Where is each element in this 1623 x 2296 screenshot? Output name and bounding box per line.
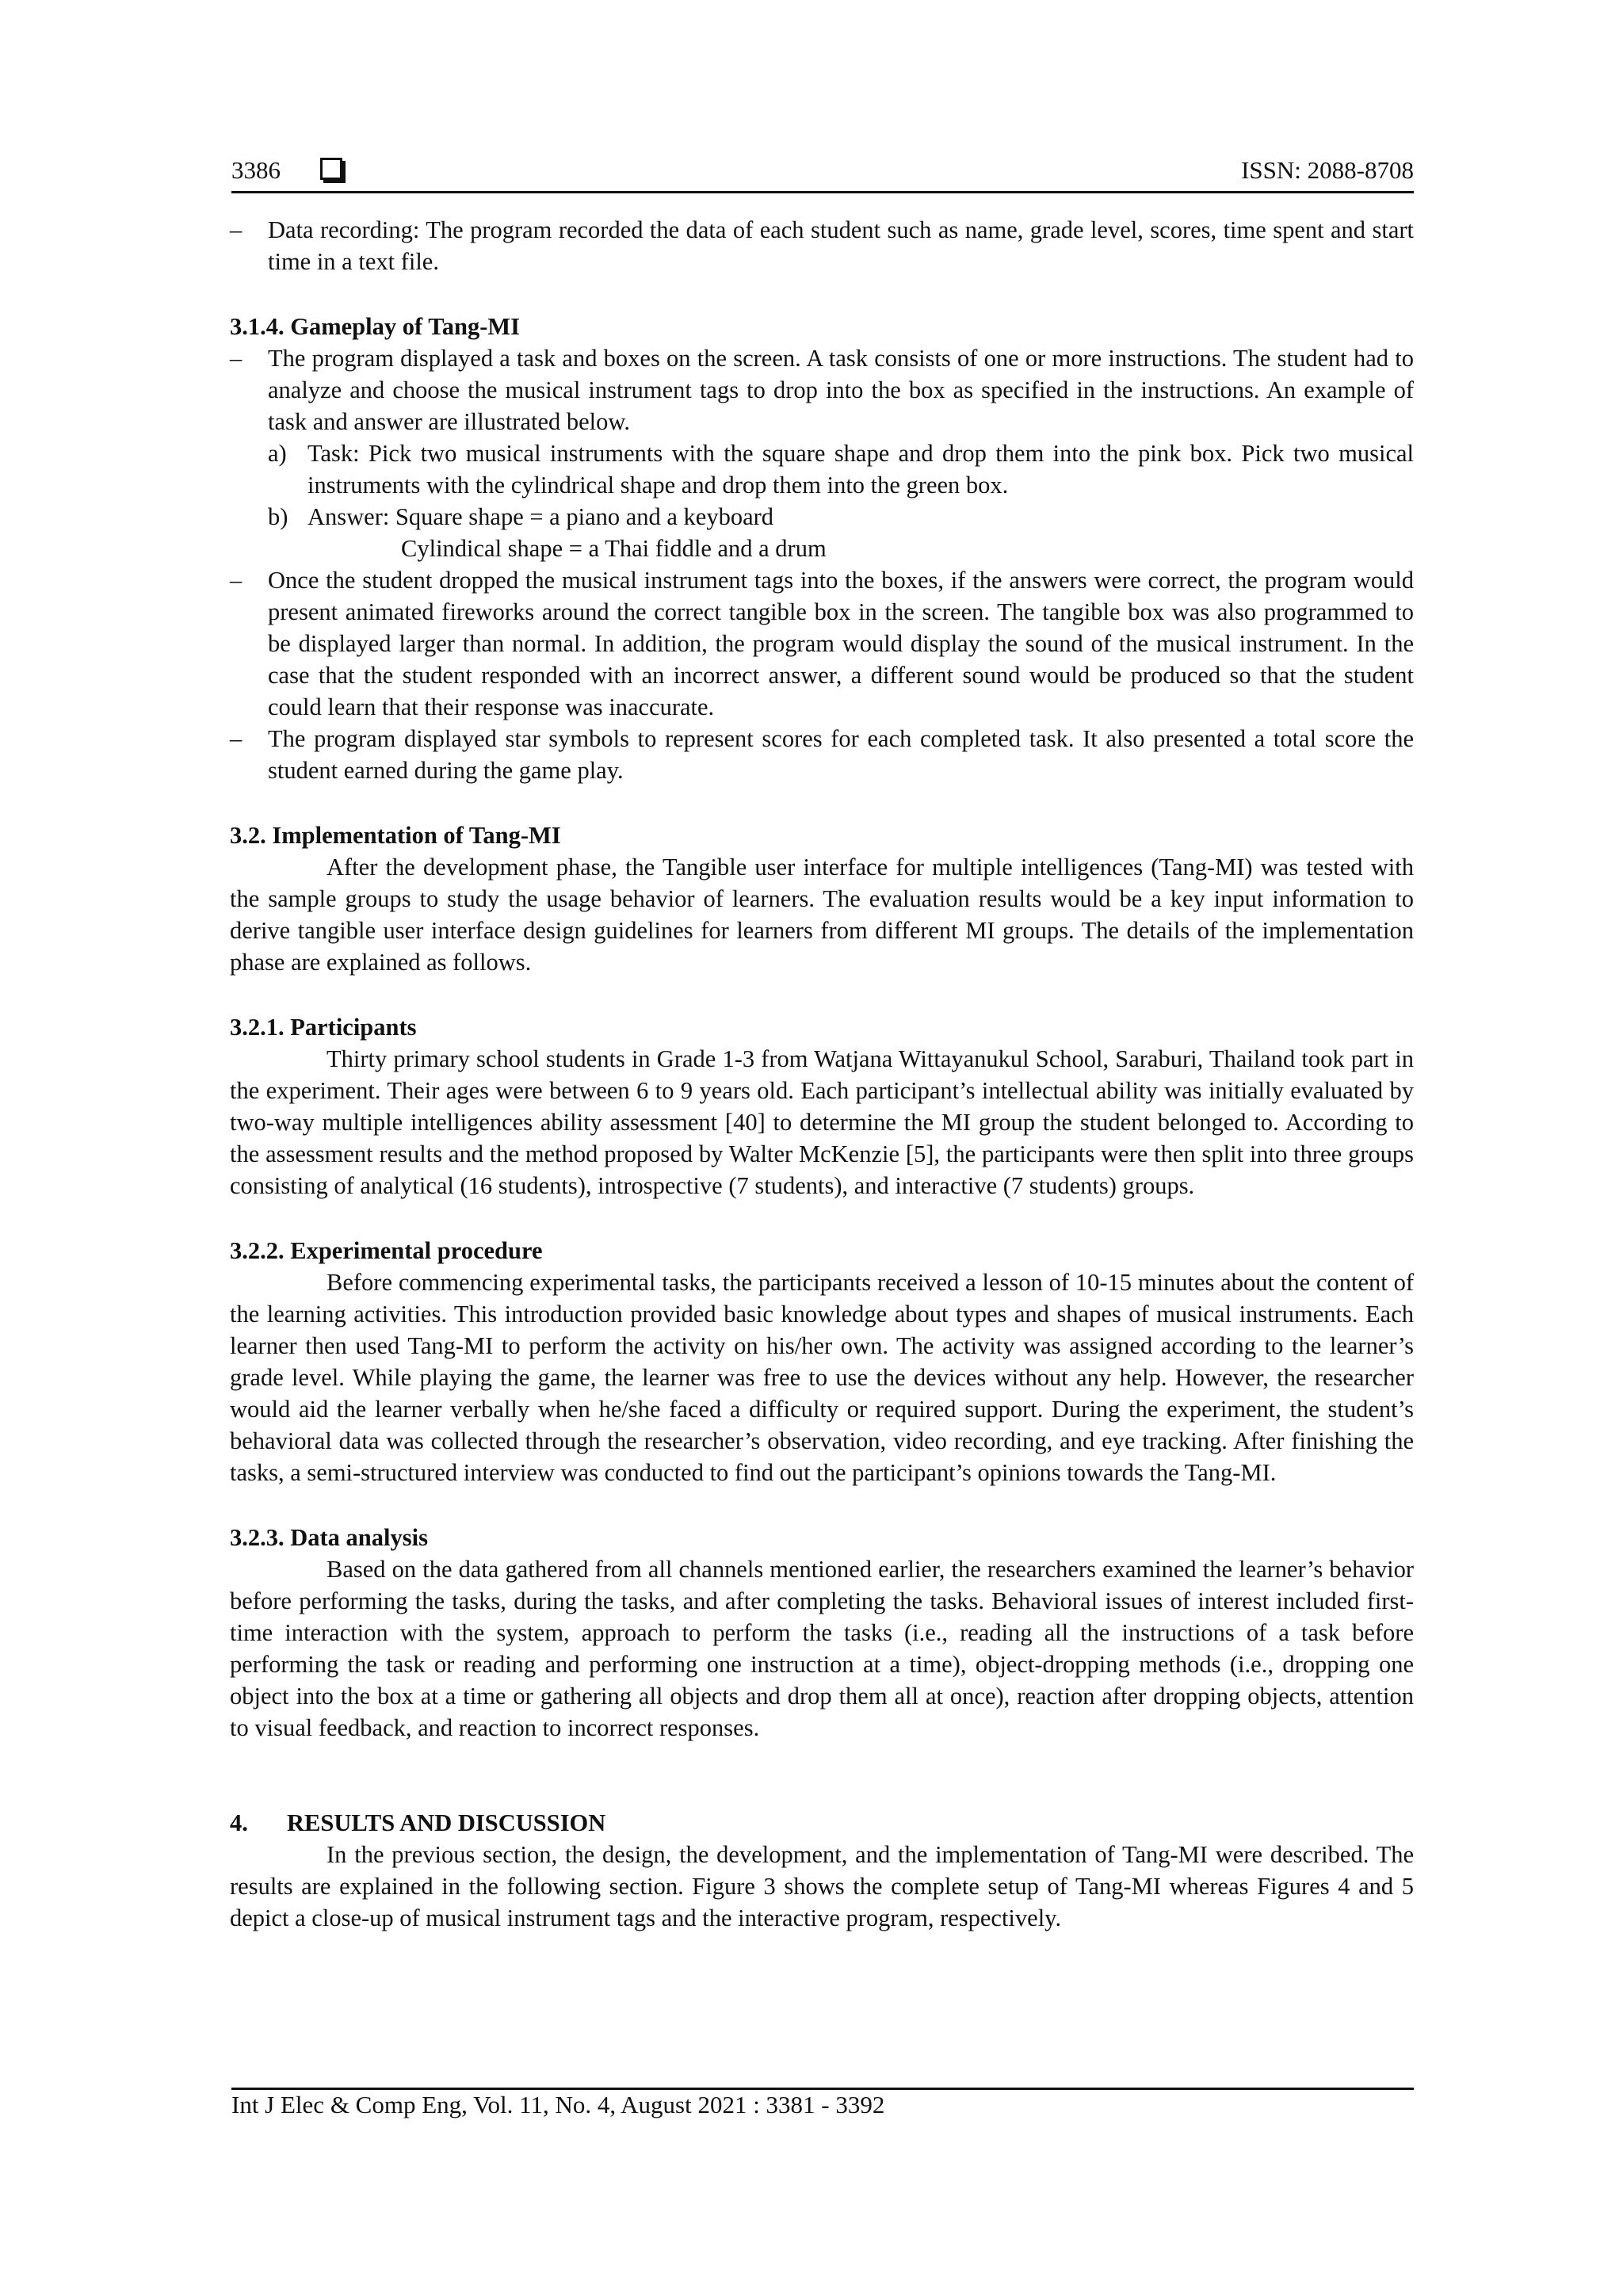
square-bullet-icon <box>320 158 342 180</box>
dash-bullet: – <box>230 345 242 372</box>
sub-item-b-line-2: Cylindical shape = a Thai fiddle and a drum <box>401 535 827 562</box>
heading-3-1-4: 3.1.4. Gameplay of Tang-MI <box>230 313 521 340</box>
paragraph-3-2-3: Based on the data gathered from all channels mentioned earlier, the researchers examined the learner’s behavior before performing the tasks, during the tasks, and after completing the tasks. Behavioral issues of interest included first-time interaction with the system, approach to perform the tasks (i.e., reading all the instructions of a task before performing the task or reading and performing one instruction at a time), object-dropping methods (i.e., dropping one object into the box at a time or gathering all objects and drop them all at once), reaction after dropping objects, attention to visual feedback, and reaction to incorrect responses. <box>230 1556 1414 1741</box>
issn-label: ISSN: 2088-8708 <box>1241 156 1414 184</box>
sub-item-b-mark: b) <box>268 503 288 530</box>
heading-3-2: 3.2. Implementation of Tang-MI <box>230 822 561 849</box>
paragraph-3-2-2: Before commencing experimental tasks, the participants received a lesson of 10-15 minutes about the content of the learning activities. This introduction provided basic knowledge about types and shapes of musical instruments. Each learner then used Tang-MI to perform the activity on his/her own. The activity was assigned according to the learner’s grade level. While playing the game, the learner was free to use the devices without any help. However, the researcher would aid the learner verbally when he/she faced a difficulty or required support. During the experiment, the student’s behavioral data was collected through the researcher’s observation, video recording, and eye tracking. After finishing the tasks, a semi-structured interview was conducted to find out the participant’s opinions towards the Tang-MI. <box>230 1269 1414 1486</box>
paragraph-3-2: After the development phase, the Tangible user interface for multiple intelligences (Tang-MI) was tested with the sample groups to study the usage behavior of learners. The evaluation results would be a key input information to derive tangible user interface design guidelines for learners from different MI groups. The details of the implementation phase are explained as follows. <box>230 854 1414 976</box>
header-rule <box>231 191 1414 193</box>
footer-rule <box>231 2088 1414 2090</box>
page-footer: Int J Elec & Comp Eng, Vol. 11, No. 4, August 2021 : 3381 - 3392 <box>231 2091 885 2118</box>
bullet-data-recording: – Data recording: The program recorded the data of each student such as name, grade level, scores, time spent and start time in a text file. <box>230 214 1414 277</box>
heading-3-2-1: 3.2.1. Participants <box>230 1014 417 1041</box>
bullet-gameplay-2: – Once the student dropped the musical instrument tags into the boxes, if the answers were correct, the program would present animated fireworks around the correct tangible box in the screen. The tangible box was also programmed to be displayed larger than normal. In addition, the program would display the sound of the musical instrument. In the case that the student responded with an incorrect answer, a different sound would be produced so that the student could learn that their response was inaccurate. <box>230 564 1414 723</box>
bullet-gameplay-1: – The program displayed a task and boxes on the screen. A task consists of one or more instructions. The student had to analyze and choose the musical instrument tags to drop into the box as specified in the instructions. An example of task and answer are illustrated below. <box>230 342 1414 437</box>
heading-section-4 <box>230 1807 1414 1839</box>
page-number: 3386 <box>231 156 281 184</box>
section-4-title: RESULTS AND DISCUSSION <box>287 1809 606 1836</box>
sub-item-a-mark: a) <box>268 440 287 467</box>
dash-bullet: – <box>230 567 242 594</box>
paragraph-3-2-1: Thirty primary school students in Grade 1-3 from Watjana Wittayanukul School, Saraburi, Thailand took part in the experiment. Their ages were between 6 to 9 years old. Each participant’s intellectual ability was initially evaluated by two-way multiple intelligences ability assessment [40] to determine the MI group the student belonged to. According to the assessment results and the method proposed by Walter McKenzie [5], the participants were then split into three groups consisting of analytical (16 students), introspective (7 students), and interactive (7 students) groups. <box>230 1045 1414 1199</box>
heading-3-2-3: 3.2.3. Data analysis <box>230 1524 428 1551</box>
heading-3-2-2: 3.2.2. Experimental procedure <box>230 1237 543 1264</box>
sub-item-b: b) Answer: Square shape = a piano and a keyboard <box>230 501 1414 533</box>
section-4-number: 4. <box>230 1809 248 1836</box>
page-body <box>230 214 1414 1934</box>
dash-bullet: – <box>230 216 242 243</box>
page-header <box>231 153 1414 193</box>
paragraph-section-4: In the previous section, the design, the development, and the implementation of Tang-MI were described. The results are explained in the following section. Figure 3 shows the complete setup of Tang-MI whereas Figures 4 and 5 depict a close-up of musical instrument tags and the interactive program, respectively. <box>230 1841 1414 1931</box>
sub-item-a: a) Task: Pick two musical instruments with the square shape and drop them into the pink box. Pick two musical instruments with the cylindrical shape and drop them into the green box. <box>230 437 1414 501</box>
dash-bullet: – <box>230 725 242 752</box>
bullet-gameplay-3: – The program displayed star symbols to represent scores for each completed task. It also presented a total score the student earned during the game play. <box>230 723 1414 786</box>
